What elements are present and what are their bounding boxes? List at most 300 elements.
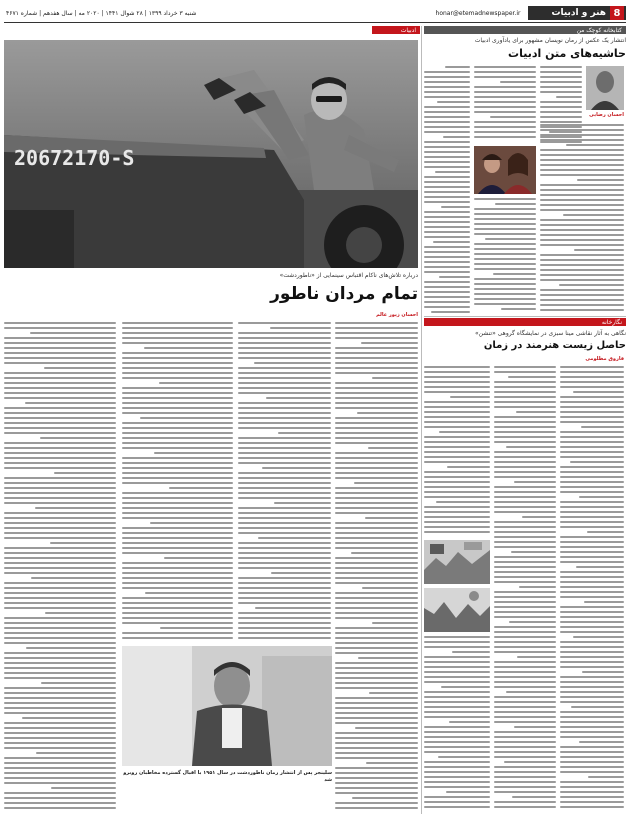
theater-article-kicker: نگاهی به آثار نقاشی مینا سبزی در نمایشگاه گروهی «تنشن» (475, 330, 626, 337)
column-divider (421, 26, 422, 814)
text-line (494, 486, 556, 488)
text-line (122, 482, 233, 484)
text-line (4, 387, 116, 389)
text-line (560, 581, 624, 583)
text-line (122, 477, 233, 479)
text-line (540, 194, 624, 196)
text-line (335, 702, 418, 704)
text-line (447, 466, 490, 468)
text-line (474, 131, 536, 133)
text-line (424, 511, 490, 513)
text-line (540, 184, 624, 186)
text-line (271, 572, 331, 574)
theater-article-author: فاروق مظلومی (585, 356, 624, 362)
text-line (494, 561, 556, 563)
text-line (4, 797, 116, 799)
text-line (494, 671, 556, 673)
text-line (335, 452, 418, 454)
text-line (424, 746, 490, 748)
text-line (560, 736, 624, 738)
text-line (560, 686, 624, 688)
text-line (335, 677, 418, 679)
text-line (335, 492, 418, 494)
text-line (424, 131, 470, 133)
text-line (335, 707, 418, 709)
text-line (540, 199, 624, 201)
text-line (335, 432, 418, 434)
text-line (494, 686, 556, 688)
text-line (335, 747, 418, 749)
text-line (474, 76, 536, 78)
text-line (560, 746, 624, 748)
text-line (424, 411, 490, 413)
text-line (514, 481, 556, 483)
text-line (335, 542, 418, 544)
text-line (588, 776, 624, 778)
text-line (22, 717, 116, 719)
text-line (560, 761, 624, 763)
text-line (424, 216, 470, 218)
text-line (438, 756, 490, 758)
text-line (494, 421, 556, 423)
text-line (335, 422, 418, 424)
text-line (540, 204, 624, 206)
text-line (4, 502, 116, 504)
text-line (540, 121, 582, 123)
text-line (154, 452, 233, 454)
text-line (424, 296, 470, 298)
text-line (238, 457, 331, 459)
text-line (150, 522, 233, 524)
text-line (474, 111, 536, 113)
text-line (238, 402, 331, 404)
text-line (540, 299, 624, 301)
text-line (449, 721, 490, 723)
text-line (452, 651, 490, 653)
text-line (4, 592, 116, 594)
text-line (424, 711, 490, 713)
text-line (441, 686, 491, 688)
text-line (122, 602, 233, 604)
right-article-kicker: انتشار یک عکس از رمان نویسان مشهور برای یادآوری ادبیات (474, 37, 626, 44)
text-line (494, 391, 556, 393)
text-line (474, 218, 536, 220)
text-line (122, 327, 233, 329)
text-line (494, 531, 556, 533)
text-line (4, 457, 116, 459)
text-line (424, 481, 490, 483)
text-line (474, 213, 536, 215)
text-line (560, 556, 624, 558)
text-line (122, 332, 233, 334)
text-line (540, 264, 624, 266)
text-line (238, 617, 331, 619)
text-line (4, 452, 116, 454)
novelists-photo (474, 146, 536, 194)
text-line (335, 637, 418, 639)
text-line (424, 696, 490, 698)
text-line (494, 496, 556, 498)
text-line (522, 516, 556, 518)
text-line (512, 796, 556, 798)
text-line (509, 621, 556, 623)
text-line (540, 229, 624, 231)
text-line (372, 377, 418, 379)
text-line (335, 672, 418, 674)
text-line (494, 706, 556, 708)
text-line (424, 726, 490, 728)
theater-strip: نگارخانه (424, 318, 626, 326)
text-line (424, 281, 470, 283)
text-line (238, 377, 331, 379)
text-line (238, 342, 331, 344)
text-line (122, 542, 233, 544)
text-line (122, 512, 233, 514)
page-number: 8 (610, 6, 624, 20)
text-line (424, 671, 490, 673)
text-line (494, 406, 556, 408)
text-line (254, 362, 331, 364)
text-line (335, 392, 418, 394)
text-line (335, 627, 418, 629)
text-line (424, 371, 490, 373)
text-line (474, 66, 536, 68)
text-line (437, 101, 470, 103)
jeep-serial-number: 20672170-S (14, 146, 135, 170)
text-line (238, 597, 331, 599)
author-portrait-illustration (586, 66, 624, 110)
text-line (494, 511, 556, 513)
text-line (540, 289, 624, 291)
text-line (122, 397, 233, 399)
text-line (122, 517, 233, 519)
text-line (560, 691, 624, 693)
text-line (494, 461, 556, 463)
text-line (560, 661, 624, 663)
text-line (358, 657, 418, 659)
text-line (474, 223, 536, 225)
text-line (238, 577, 331, 579)
text-line (335, 617, 418, 619)
text-line (504, 761, 556, 763)
text-line (424, 376, 490, 378)
text-line (424, 271, 470, 273)
text-line (560, 441, 624, 443)
text-line (494, 541, 556, 543)
novelists-illustration (474, 146, 536, 194)
text-line (579, 741, 624, 743)
text-line (278, 432, 331, 434)
text-line (560, 791, 624, 793)
text-line (540, 154, 624, 156)
text-line (494, 651, 556, 653)
text-line (238, 407, 331, 409)
text-line (122, 467, 233, 469)
text-line (424, 701, 490, 703)
text-line (4, 697, 116, 699)
text-line (424, 716, 490, 718)
text-line (335, 477, 418, 479)
text-line (431, 311, 470, 313)
text-line (238, 437, 331, 439)
text-line (494, 556, 556, 558)
text-line (122, 567, 233, 569)
text-line (122, 457, 233, 459)
text-line (335, 417, 418, 419)
text-line (424, 661, 490, 663)
text-line (494, 781, 556, 783)
text-line (424, 666, 490, 668)
text-line (494, 746, 556, 748)
text-line (474, 233, 536, 235)
text-line (506, 691, 556, 693)
text-line (560, 716, 624, 718)
text-line (122, 362, 233, 364)
text-line (494, 546, 556, 548)
text-line (4, 447, 116, 449)
main-article-title: تمام مردان ناطور (270, 284, 418, 304)
text-line (4, 362, 116, 364)
text-line (540, 309, 624, 311)
text-line (424, 191, 470, 193)
text-line (144, 347, 233, 349)
text-line (122, 437, 233, 439)
text-line (560, 606, 624, 608)
text-line (540, 106, 582, 108)
text-line (424, 266, 470, 268)
main-article-column-4 (4, 322, 116, 814)
theater-article-title: حاصل زیست هنرمند در زمان (483, 340, 626, 351)
text-line (238, 517, 331, 519)
text-line (122, 427, 233, 429)
text-line (25, 402, 116, 404)
text-line (494, 601, 556, 603)
text-line (566, 144, 624, 146)
text-line (493, 273, 536, 275)
email-address[interactable]: honar@etemadnewspaper.ir (435, 9, 521, 17)
text-line (122, 412, 233, 414)
text-line (238, 382, 331, 384)
text-line (494, 756, 556, 758)
text-line (4, 617, 116, 619)
text-line (335, 662, 418, 664)
text-line (238, 622, 331, 624)
text-line (560, 571, 624, 573)
text-line (4, 712, 116, 714)
text-line (560, 466, 624, 468)
text-line (494, 526, 556, 528)
text-line (424, 771, 490, 773)
text-line (424, 781, 490, 783)
text-line (424, 106, 470, 108)
text-line (474, 263, 536, 265)
text-line (474, 71, 536, 73)
text-line (4, 652, 116, 654)
text-line (238, 542, 331, 544)
text-line (335, 567, 418, 569)
author-portrait-photo (586, 66, 624, 110)
text-line (485, 238, 536, 240)
text-line (4, 482, 116, 484)
text-line (560, 586, 624, 588)
text-line (335, 782, 418, 784)
text-line (424, 646, 490, 648)
text-line (351, 552, 418, 554)
text-line (560, 406, 624, 408)
text-line (335, 607, 418, 609)
text-line (540, 134, 624, 136)
text-line (511, 551, 556, 553)
text-line (560, 376, 624, 378)
text-line (540, 139, 624, 141)
text-line (4, 432, 116, 434)
text-line (424, 401, 490, 403)
text-line (494, 611, 556, 613)
text-line (474, 91, 536, 93)
text-line (584, 601, 624, 603)
text-line (560, 476, 624, 478)
text-line (335, 352, 418, 354)
text-line (4, 587, 116, 589)
text-line (238, 392, 331, 394)
text-line (238, 417, 331, 419)
text-line (122, 497, 233, 499)
text-line (238, 522, 331, 524)
text-line (424, 181, 470, 183)
text-line (238, 477, 331, 479)
text-line (424, 141, 470, 143)
text-line (494, 666, 556, 668)
text-line (494, 471, 556, 473)
text-line (424, 256, 470, 258)
text-line (4, 742, 116, 744)
text-line (262, 467, 331, 469)
text-line (494, 386, 556, 388)
text-line (424, 246, 470, 248)
text-line (517, 656, 556, 658)
text-line (560, 526, 624, 528)
text-line (424, 261, 470, 263)
text-line (335, 717, 418, 719)
text-line (122, 537, 233, 539)
text-line (238, 482, 331, 484)
text-line (122, 377, 233, 379)
text-line (560, 651, 624, 653)
text-line (122, 607, 233, 609)
text-line (354, 482, 418, 484)
text-line (335, 807, 418, 809)
text-line (122, 502, 233, 504)
text-line (494, 371, 556, 373)
salinger-jeep-photo (4, 40, 418, 268)
text-line (122, 407, 233, 409)
text-line (238, 337, 331, 339)
text-line (540, 101, 582, 103)
text-line (4, 322, 116, 324)
text-line (122, 562, 233, 564)
text-line (4, 512, 116, 514)
text-line (122, 507, 233, 509)
text-line (122, 622, 233, 624)
text-line (560, 436, 624, 438)
text-line (238, 552, 331, 554)
text-line (560, 796, 624, 798)
right-article-title: حاشیه‌های متن ادبیات (508, 47, 626, 60)
text-line (335, 697, 418, 699)
salinger-portrait-photo (122, 646, 332, 766)
text-line (335, 652, 418, 654)
text-line (439, 431, 490, 433)
text-line (4, 757, 116, 759)
text-line (540, 269, 624, 271)
text-line (4, 722, 116, 724)
text-line (560, 596, 624, 598)
text-line (4, 467, 116, 469)
text-line (581, 426, 624, 428)
text-line (335, 732, 418, 734)
text-line (335, 467, 418, 469)
text-line (4, 397, 116, 399)
text-line (540, 259, 624, 261)
text-line (335, 372, 418, 374)
text-line (424, 476, 490, 478)
text-line (494, 731, 556, 733)
text-line (4, 632, 116, 634)
text-line (560, 456, 624, 458)
text-line (335, 667, 418, 669)
text-line (335, 362, 418, 364)
text-line (474, 106, 536, 108)
text-line (122, 597, 233, 599)
text-line (238, 352, 331, 354)
text-line (335, 457, 418, 459)
text-line (424, 156, 470, 158)
text-line (560, 396, 624, 398)
text-line (424, 641, 490, 643)
text-line (560, 701, 624, 703)
text-line (435, 171, 470, 173)
text-line (335, 382, 418, 384)
text-line (335, 497, 418, 499)
text-line (474, 228, 536, 230)
text-line (44, 367, 116, 369)
text-line (424, 76, 470, 78)
section-divider (424, 316, 626, 317)
text-line (560, 451, 624, 453)
text-line (560, 411, 624, 413)
text-line (335, 557, 418, 559)
text-line (560, 486, 624, 488)
text-line (494, 766, 556, 768)
text-line (574, 249, 624, 251)
text-line (122, 422, 233, 424)
text-line (560, 696, 624, 698)
text-line (494, 676, 556, 678)
text-line (335, 527, 418, 529)
text-line (169, 487, 233, 489)
text-line (238, 372, 331, 374)
text-line (494, 456, 556, 458)
text-line (424, 506, 490, 508)
text-line (335, 502, 418, 504)
text-line (494, 646, 556, 648)
text-line (122, 442, 233, 444)
text-line (494, 716, 556, 718)
text-line (4, 532, 116, 534)
text-line (560, 516, 624, 518)
text-line (4, 767, 116, 769)
text-line (238, 587, 331, 589)
